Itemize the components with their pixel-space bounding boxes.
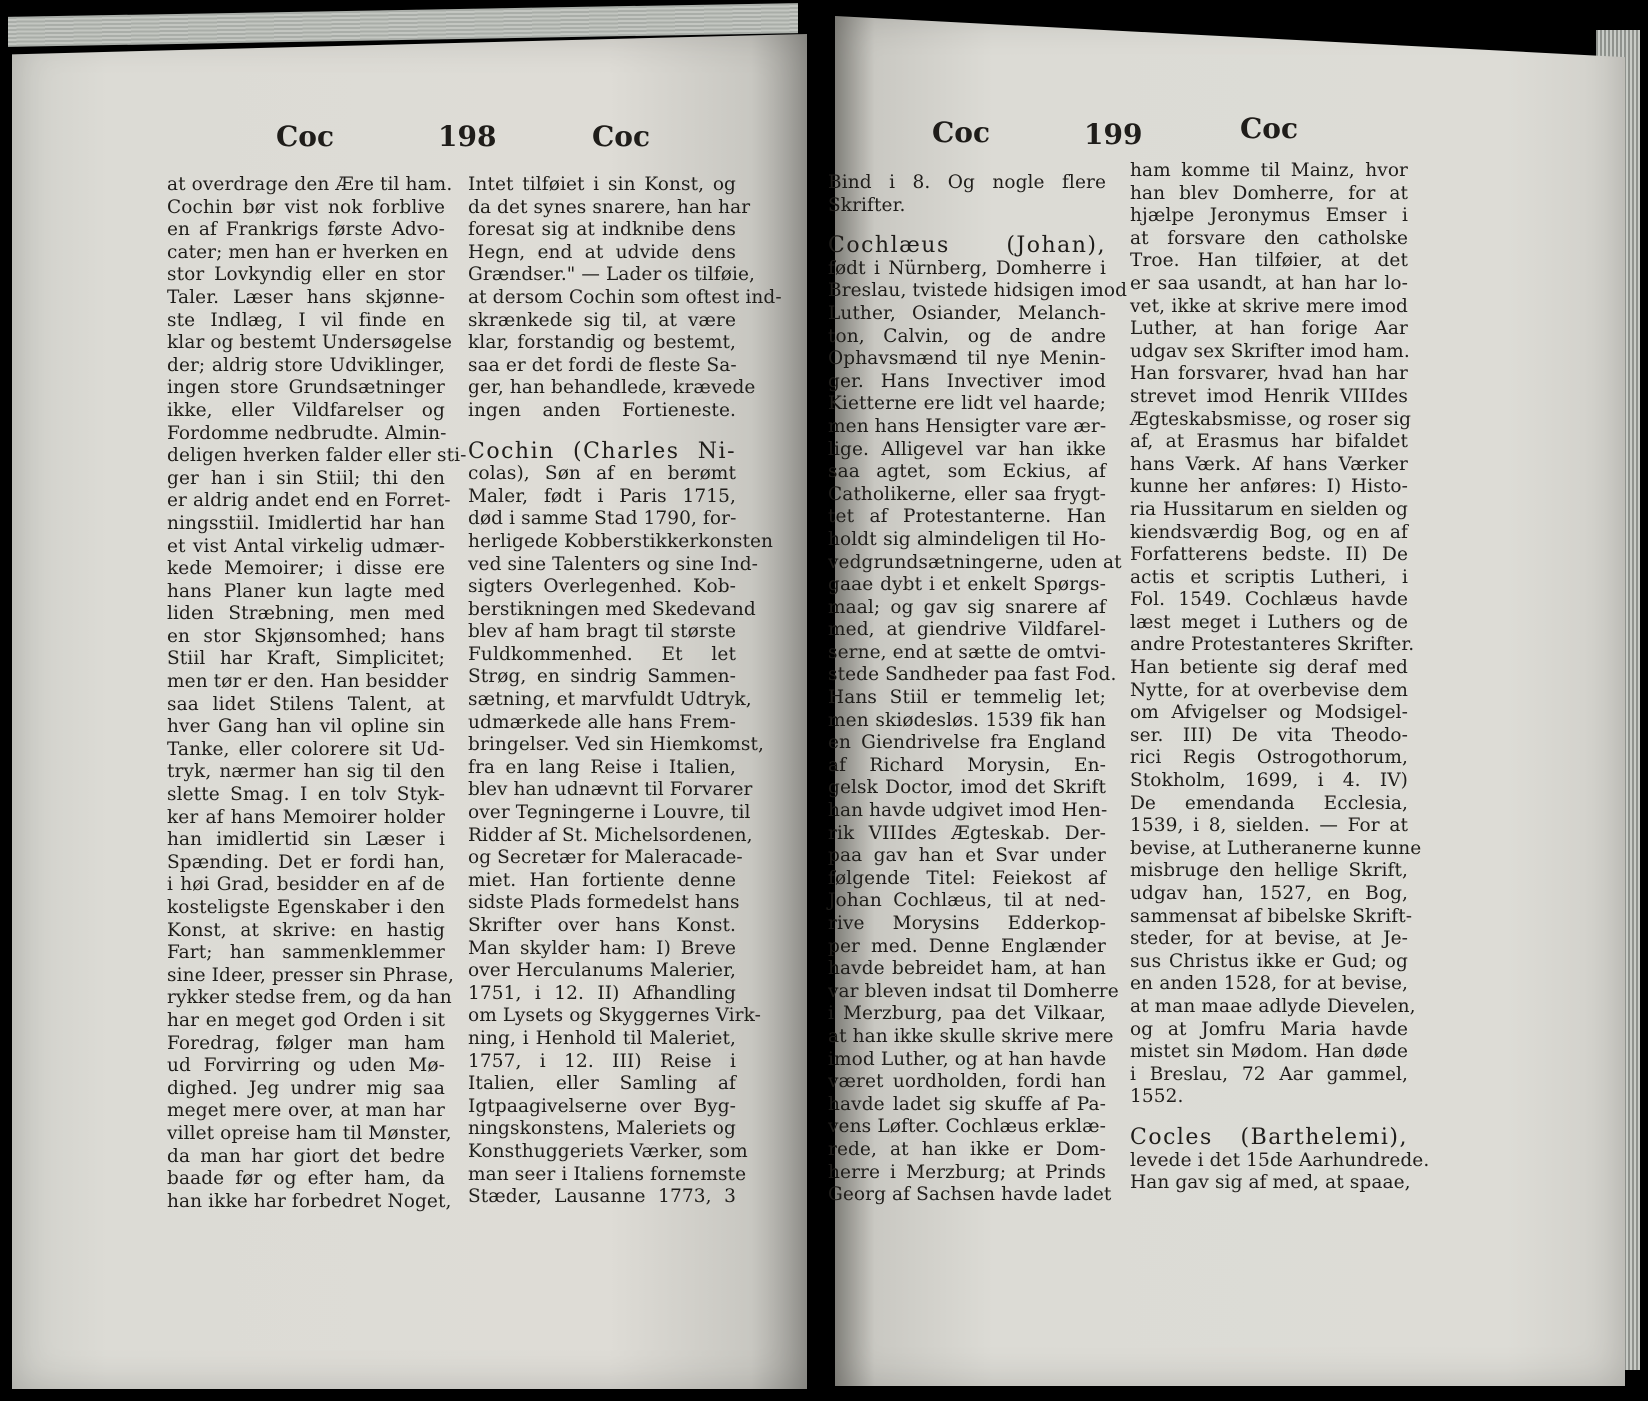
text-line: kiendsværdig Bog, og en af [1130,521,1408,543]
text-line: Foredrag, følger man ham [167,1032,445,1054]
text-line: steder, for at bevise, at Je- [1130,928,1408,950]
text-line: Man skylder ham: I) Breve [468,937,736,959]
text-line: ser. III) De vita Theodo- [1130,724,1408,746]
text-line: dighed. Jeg undrer mig saa [167,1077,445,1099]
text-line: af, at Erasmus har bifaldet [1130,431,1408,453]
text-line: Igtpaagivelserne over Byg- [468,1095,736,1117]
entry-heading-cochin-charles: Cochin (Charles Ni- [468,438,736,464]
text-line: misbruge den hellige Skrift, [1130,860,1408,882]
text-line: at dersom Cochin som oftest ind- [468,286,782,308]
text-line: ning, i Henhold til Maleriet, [468,1027,736,1049]
text-line: en anden 1528, for at bevise, [1130,973,1408,995]
text-line: sammensat af bibelske Skrift- [1130,905,1413,927]
text-line: over Herculanums Malerier, [468,960,736,982]
text-line: ger. Hans Invectiver imod [828,370,1106,392]
text-line: stor Lovkyndig eller en stor [167,264,445,286]
text-line: bevise, at Lutheranerne kunne [1130,837,1422,859]
text-line: Nytte, for at overbevise dem [1130,679,1408,701]
text-line: Maler, født i Paris 1715, [468,485,736,507]
text-line: ker af hans Memoirer holder [167,806,445,828]
text-line: læst meget i Luthers og de [1130,611,1408,633]
text-line: ud Forvirring og uden Mø- [167,1055,445,1077]
text-line: maal; og gav sig snarere af [828,596,1106,618]
text-line: født i Nürnberg, Domherre i [828,257,1106,279]
text-line: bringelser. Ved sin Hiemkomst, [468,734,765,756]
text-line: hver Gang han vil opline sin [167,716,445,738]
text-line: skrænkede sig til, at være [468,309,736,331]
text-line: lige. Alligevel var han ikke [828,438,1106,460]
text-line: Tanke, eller colorere sit Ud- [167,738,445,760]
text-line: Stiil har Kraft, Simplicitet; [167,648,445,670]
text-line: Skrifter. [828,194,906,216]
text-line: ningskonstens, Maleriets og [468,1118,736,1140]
text-line: han ikke har forbedret Noget, [167,1190,452,1212]
text-line: 1757, i 12. III) Reise i [468,1050,736,1072]
text-line: Stæder, Lausanne 1773, 3 [468,1186,736,1208]
text-line: men tør er den. Han besidder [167,671,449,693]
text-line: gelsk Doctor, imod det Skrift [828,777,1106,799]
text-line: Konst, at skrive: en hastig [167,919,445,941]
text-line: en Giendrivelse fra England [828,732,1106,754]
text-line: udgav han, 1527, en Bog, [1130,883,1408,904]
right-header-page-number: 199 [1084,118,1143,151]
text-line: er aldrig andet end en Forret- [167,490,451,512]
text-line: i Breslau, 72 Aar gammel, [1130,1063,1408,1085]
text-line: baade før og efter ham, da [167,1168,445,1190]
text-line: ton, Calvin, og de andre [828,325,1106,347]
text-line: Ophavsmænd til nye Menin- [828,348,1106,370]
text-line: rik VIIIdes Ægteskab. Der- [828,822,1106,844]
text-line: sigters Overlegenhed. Kob- [468,576,736,598]
text-line: ingen store Grundsætninger [167,377,445,399]
text-line: meget mere over, at man har [167,1100,445,1122]
text-line: Fordomme nedbrudte. Almin- [167,422,447,444]
text-line: Ægteskabsmisse, og roser sig [1130,408,1412,430]
text-line: Han gav sig af med, at spaae, [1130,1172,1411,1194]
text-line: og Secretær for Maleracade- [468,847,743,869]
text-line: i Merzburg, paa det Vilkaar, [828,1003,1106,1025]
text-line: Hegn, end at udvide dens [468,241,736,263]
text-line: følgende Titel: Feiekost af [828,867,1106,889]
text-line: da det synes snarere, han har [468,196,751,218]
left-header-page-number: 198 [438,120,497,153]
text-line: man seer i Italiens fornemste [468,1163,747,1185]
text-line: Grændser." — Lader os tilføie, [468,264,756,286]
text-line: andre Protestanteres Skrifter. [1130,634,1415,656]
text-line: hans Værk. Af hans Værker [1130,453,1408,475]
text-line: da man har giort det bedre [167,1145,445,1167]
text-line: Spænding. Det er fordi han, [167,851,445,873]
text-line: Luther, Osiander, Melanch- [828,302,1106,324]
text-line: i høi Grad, besidder en af de [167,874,445,896]
text-line: vet, ikke at skrive mere imod [1130,295,1408,317]
entry-heading-cochlaeus-johan: Cochlæus (Johan), [828,233,1106,259]
text-line: Georg af Sachsen havde ladet [828,1184,1112,1206]
left-page-column-1 [167,174,467,1213]
text-line: rive Morysins Edderkop- [828,913,1106,934]
text-line: Breslau, tvistede hidsigen imod [828,280,1128,302]
text-line: vedgrundsætningerne, uden at [828,551,1122,573]
text-line: herre i Merzburg; at Prinds [828,1161,1106,1183]
text-line: at han ikke skulle skrive mere [828,1025,1114,1047]
text-line: kede Memoirer; i disse ere [167,558,445,580]
text-line: Fol. 1549. Cochlæus havde [1130,589,1408,611]
cochin-charles-entry-end [828,172,1106,217]
text-line: saa agtet, som Eckius, af [828,461,1106,483]
text-line: De emendanda Ecclesia, [1130,792,1408,814]
text-line: berstikningen med Skedevand [468,598,756,620]
text-line: blev af ham bragt til største [468,621,736,643]
text-line: ham komme til Mainz, hvor [1130,160,1408,181]
text-line: sætning, et marvfuldt Udtryk, [468,689,752,711]
text-line: Cochin bør vist nok forblive [167,196,445,218]
text-line: sus Christus ikke er Gud; og [1130,950,1408,972]
text-line: villet opreise ham til Mønster, [167,1122,452,1144]
text-line: imod Luther, og at han havde [828,1048,1107,1070]
text-line: fra en lang Reise i Italien, [468,756,736,778]
text-line: ikke, eller Vildfarelser og [167,399,445,421]
text-line: med, at giendrive Vildfarel- [828,619,1106,641]
text-line: stede Sandheder paa fast Fod. [828,664,1117,686]
text-line: rede, at han ikke er Dom- [828,1138,1106,1160]
text-line: Strøg, en sindrig Sammen- [468,666,736,688]
text-line: har en meget god Orden i sit [167,1009,445,1031]
text-line: levede i det 15de Aarhundrede. [1130,1149,1430,1171]
text-line: ria Hussitarum en sielden og [1130,498,1408,520]
text-line: om Afvigelser og Modsigel- [1130,702,1408,724]
text-line: at overdrage den Ære til ham. [167,174,453,195]
text-line: tet af Protestanterne. Han [828,506,1106,528]
text-line: om Lysets og Skyggernes Virk- [468,1005,761,1027]
text-line: udmærkede alle hans Frem- [468,711,736,733]
text-line: var bleven indsat til Domherre [828,980,1119,1002]
text-line: hans Planer kun lagte med [167,580,445,602]
text-line: cater; men han er hverken en [167,241,449,263]
text-line: Fart; han sammenklemmer [167,942,445,964]
cochin-charles-entry [468,463,774,1209]
text-line: serne, end at sætte de omtvi- [828,641,1106,663]
right-page-column-1 [828,172,1128,1207]
text-line: ger, han behandlede, krævede [468,377,756,399]
text-line: havde bebreidet ham, at han [828,958,1106,980]
text-line: Italien, eller Samling af [468,1073,736,1095]
text-line: Taler. Læser hans skjønne- [167,286,445,308]
text-line: et vist Antal virkelig udmær- [167,535,445,557]
text-line: er saa usandt, at han har lo- [1130,272,1408,294]
text-line: Kietterne ere lidt vel haarde; [828,393,1106,415]
text-line: over Tegningerne i Louvre, til [468,802,751,824]
text-line: saa lidet Stilens Talent, at [167,693,445,715]
text-line: herligede Kobberstikkerkonsten [468,530,774,552]
text-line: Troe. Han tilføier, at det [1130,250,1408,272]
text-line: saa er det fordi de fleste Sa- [468,354,737,376]
text-line: en af Frankrigs første Advo- [167,219,445,241]
left-page-column-2 [468,174,782,1209]
cochin-entry-continuation [468,174,782,423]
text-line: liden Stræbning, men med [167,603,445,625]
text-line: mistet sin Mødom. Han døde [1130,1041,1408,1063]
text-line: deligen hverken falder eller sti- [167,445,467,467]
text-line: Fuldkommenhed. Et let [468,643,736,665]
text-line: kosteligste Egenskaber i den [167,897,445,918]
text-line: en stor Skjønsomhed; hans [167,625,445,647]
right-header-running-title-left: Coc [932,116,991,149]
text-line: paa gav han et Svar under [828,845,1106,867]
text-line: vens Løfter. Cochlæus erklæ- [828,1116,1106,1138]
text-line: miet. Han fortiente denne [468,869,736,891]
text-line: tryk, nærmer han sig til den [167,761,445,783]
text-line: hjælpe Jeronymus Emser i [1130,205,1408,227]
text-line: klar og bestemt Undersøgelse [167,332,452,354]
text-line: at man maae adlyde Dievelen, [1130,995,1416,1017]
text-line: strevet imod Henrik VIIIdes [1130,385,1408,407]
right-header-running-title-right: Coc [1240,112,1299,145]
text-line: colas), Søn af en berømt [468,463,736,485]
text-line: og at Jomfru Maria havde [1130,1018,1408,1040]
text-line: været uordholden, fordi han [828,1071,1106,1093]
text-line: 1751, i 12. II) Afhandling [468,982,736,1004]
text-line: han blev Domherre, for at [1130,182,1408,204]
text-line: ger han i sin Stiil; thi den [167,467,445,489]
text-line: foresat sig at indknibe dens [468,219,736,241]
cocles-entry [1130,1149,1430,1195]
text-line: gaae dybt i et enkelt Spørgs- [828,574,1106,596]
text-line: Han forsvarer, hvad han har [1130,363,1408,385]
text-line: rykker stedse frem, og da han [167,987,452,1009]
text-line: at forsvare den catholske [1130,227,1408,249]
text-line: blev han udnævnt til Forvarer [468,779,753,801]
text-line: Luther, at han forige Aar [1130,318,1408,340]
text-line: Skrifter over hans Konst. [468,915,736,936]
text-line: Ridder af St. Michelsordenen, [468,824,753,846]
text-line: Forfatterens bedste. II) De [1130,544,1408,566]
text-line: 1539, i 8, sielden. — For at [1130,815,1408,837]
text-line: rici Regis Ostrogothorum, [1130,747,1408,769]
text-line: sidste Plads formedelst hans [468,892,740,914]
text-line: Stokholm, 1699, i 4. IV) [1130,770,1408,792]
text-line: klar, forstandig og bestemt, [468,332,736,354]
text-line: ningsstiil. Imidlertid har han [167,512,445,534]
text-line: Catholikerne, eller saa frygt- [828,483,1106,505]
text-line: Han betiente sig deraf med [1130,657,1408,679]
text-line: død i samme Stad 1790, for- [468,508,737,530]
text-line: per med. Denne Englænder [828,935,1106,957]
text-line: Hans Stiil er temmelig let; [828,687,1106,709]
left-header-running-title-right: Coc [592,120,651,153]
text-line: ingen anden Fortieneste. [468,399,736,421]
text-line: han havde udgivet imod Hen- [828,800,1108,822]
text-line: men hans Hensigter vare ær- [828,415,1107,437]
text-line: Bind i 8. Og nogle flere [828,172,1106,193]
text-line: ste Indlæg, I vil finde en [167,309,445,331]
text-line: Konsthuggeriets Værker, som [468,1140,748,1162]
text-line: 1552. [1130,1086,1184,1108]
text-line: havde ladet sig skuffe af Pa- [828,1093,1106,1115]
text-line: slette Smag. I en tolv Styk- [167,784,445,806]
text-line: actis et scriptis Lutheri, i [1130,566,1408,588]
text-line: Intet tilføiet i sin Konst, og [468,174,736,195]
text-line: udgav sex Skrifter imod ham. [1130,340,1410,362]
text-line: ved sine Talenters og sine Ind- [468,553,759,575]
text-line: men skiødesløs. 1539 fik han [828,709,1106,731]
text-line: kunne her anføres: I) Histo- [1130,476,1408,498]
entry-heading-cocles-barthelemi: Cocles (Barthelemi), [1130,1124,1408,1150]
cochlaeus-entry-continuation [1130,160,1422,1109]
text-line: holdt sig almindeligen til Ho- [828,528,1106,550]
text-line: der; aldrig store Udviklinger, [167,354,445,376]
left-header-running-title-left: Coc [276,120,335,153]
text-line: af Richard Morysin, En- [828,754,1106,776]
cochlaeus-entry [828,257,1128,1207]
text-line: sine Ideer, presser sin Phrase, [167,964,454,986]
text-line: han imidlertid sin Læser i [167,829,445,851]
text-line: Johan Cochlæus, til at ned- [828,890,1106,912]
right-page-column-2 [1130,160,1430,1195]
